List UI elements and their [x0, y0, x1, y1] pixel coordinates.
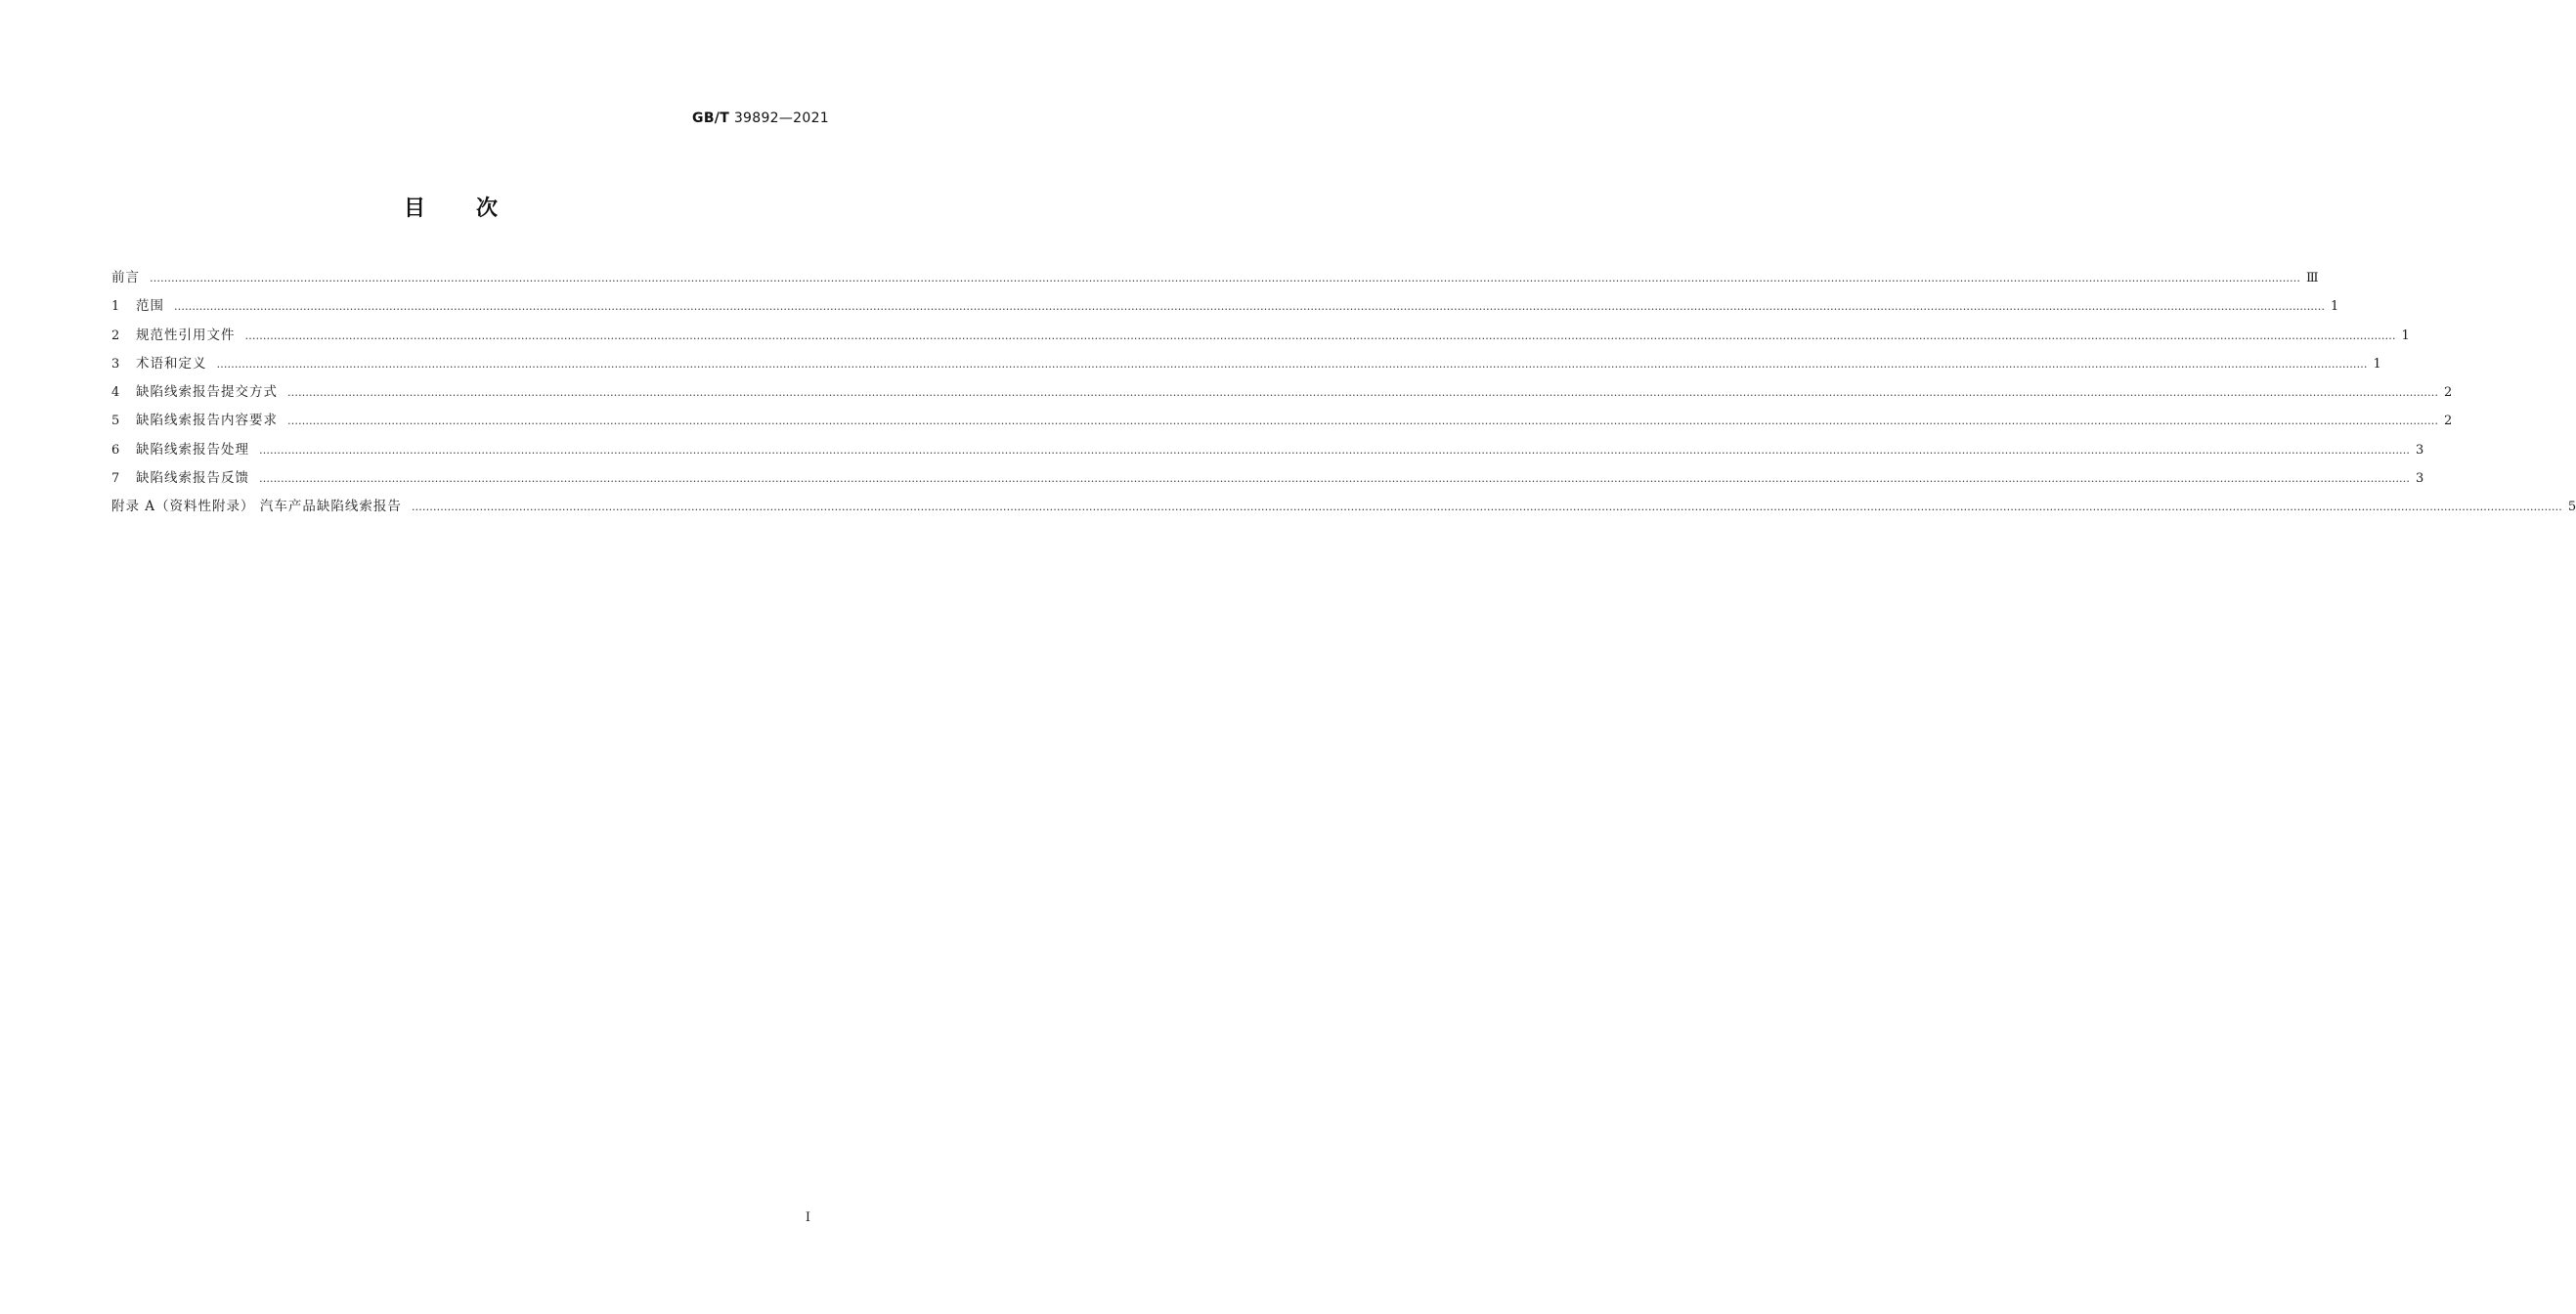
toc-entry-page: 1 — [2401, 328, 2410, 343]
toc-entry-terms-definitions[interactable] — [111, 352, 2381, 380]
toc-entry-page: 3 — [2416, 471, 2424, 487]
toc-entry-text: 缺陷线索报告内容要求 — [136, 413, 278, 429]
toc-entry-page: 5 — [2567, 500, 2576, 515]
toc-leader-dots: …………………………………………………………………………………………………………………………………………………………………………………………………………………………………………………………………………………………………………………………………………………………………………………………………………………………………………………………………………………………………………………………………………………… — [174, 300, 2325, 314]
toc-entry-page: 3 — [2416, 442, 2424, 458]
toc-leader-dots: …………………………………………………………………………………………………………………………………………………………………………………………………………………………………………………………………………………………………………………………………………………………………………………………………………………………………………………………………………………………………………………………………………………… — [150, 272, 2300, 285]
toc-entry-text: 附录 A（资料性附录） 汽车产品缺陷线索报告 — [111, 499, 402, 515]
page-number: I — [805, 1210, 810, 1225]
toc-entry-text: 缺陷线索报告反馈 — [136, 470, 249, 487]
page-title: 目次 — [403, 197, 548, 221]
standard-code — [692, 110, 829, 126]
standard-code-number: 39892—2021 — [729, 110, 829, 126]
toc-leader-dots: …………………………………………………………………………………………………………………………………………………………………………………………………………………………………………………………………………………………………………………………………………………………………………………………………………………………………………………………………………………………………………………………………………………… — [259, 443, 2410, 457]
toc-entry-text: 范围 — [136, 298, 164, 315]
toc-leader-dots: …………………………………………………………………………………………………………………………………………………………………………………………………………………………………………………………………………………………………………………………………………………………………………………………………………………………………………………………………………………………………………………………………………………… — [216, 357, 2368, 371]
toc-leader-dots: …………………………………………………………………………………………………………………………………………………………………………………………………………………………………………………………………………………………………………………………………………………………………………………………………………………………………………………………………………………………………………………………………………………… — [259, 472, 2410, 486]
toc-entry-number: 5 — [111, 414, 120, 429]
toc-entry-page: 1 — [2373, 356, 2381, 372]
toc-entry-text: 规范性引用文件 — [136, 327, 236, 343]
toc-entry-text: 前言 — [111, 270, 140, 285]
toc-entry-text: 术语和定义 — [136, 355, 207, 372]
toc-leader-dots: …………………………………………………………………………………………………………………………………………………………………………………………………………………………………………………………………………………………………………………………………………………………………………………………………………………………………………………………………………………………………………………………………………………… — [244, 328, 2396, 342]
toc-entry-scope[interactable] — [111, 294, 2339, 323]
toc-entry-number: 4 — [111, 385, 120, 401]
toc-entry-appendix-a[interactable] — [111, 495, 2576, 523]
toc-leader-dots: …………………………………………………………………………………………………………………………………………………………………………………………………………………………………………………………………………………………………………………………………………………………………………………………………………………………………………………………………………………………………………………………………………………… — [411, 501, 2562, 514]
toc-entry-submission-method[interactable] — [111, 380, 2453, 409]
toc-entry-number: 6 — [111, 442, 120, 458]
toc-entry-report-handling[interactable] — [111, 438, 2424, 466]
toc-entry-page: 1 — [2331, 299, 2339, 315]
toc-entry-number: 7 — [111, 471, 120, 487]
toc-entry-text: 缺陷线索报告处理 — [136, 441, 249, 458]
toc-entry-foreword[interactable] — [111, 266, 2319, 294]
toc-entry-page: 2 — [2444, 385, 2453, 401]
toc-entry-page: 2 — [2444, 414, 2453, 429]
toc-leader-dots: …………………………………………………………………………………………………………………………………………………………………………………………………………………………………………………………………………………………………………………………………………………………………………………………………………………………………………………………………………………………………………………………………………………… — [287, 415, 2438, 428]
standard-code-prefix: GB/T — [692, 110, 730, 126]
toc-entry-number: 1 — [111, 299, 120, 315]
table-of-contents — [111, 266, 2576, 524]
toc-entry-content-requirements[interactable] — [111, 409, 2453, 437]
toc-entry-number: 2 — [111, 328, 120, 343]
toc-entry-number: 3 — [111, 356, 120, 372]
toc-entry-report-feedback[interactable] — [111, 466, 2424, 495]
toc-entry-normative-references[interactable] — [111, 324, 2410, 352]
toc-entry-text: 缺陷线索报告提交方式 — [136, 384, 278, 401]
toc-entry-page: Ⅲ — [2306, 271, 2319, 285]
toc-leader-dots: …………………………………………………………………………………………………………………………………………………………………………………………………………………………………………………………………………………………………………………………………………………………………………………………………………………………………………………………………………………………………………………………………………………… — [287, 386, 2438, 400]
